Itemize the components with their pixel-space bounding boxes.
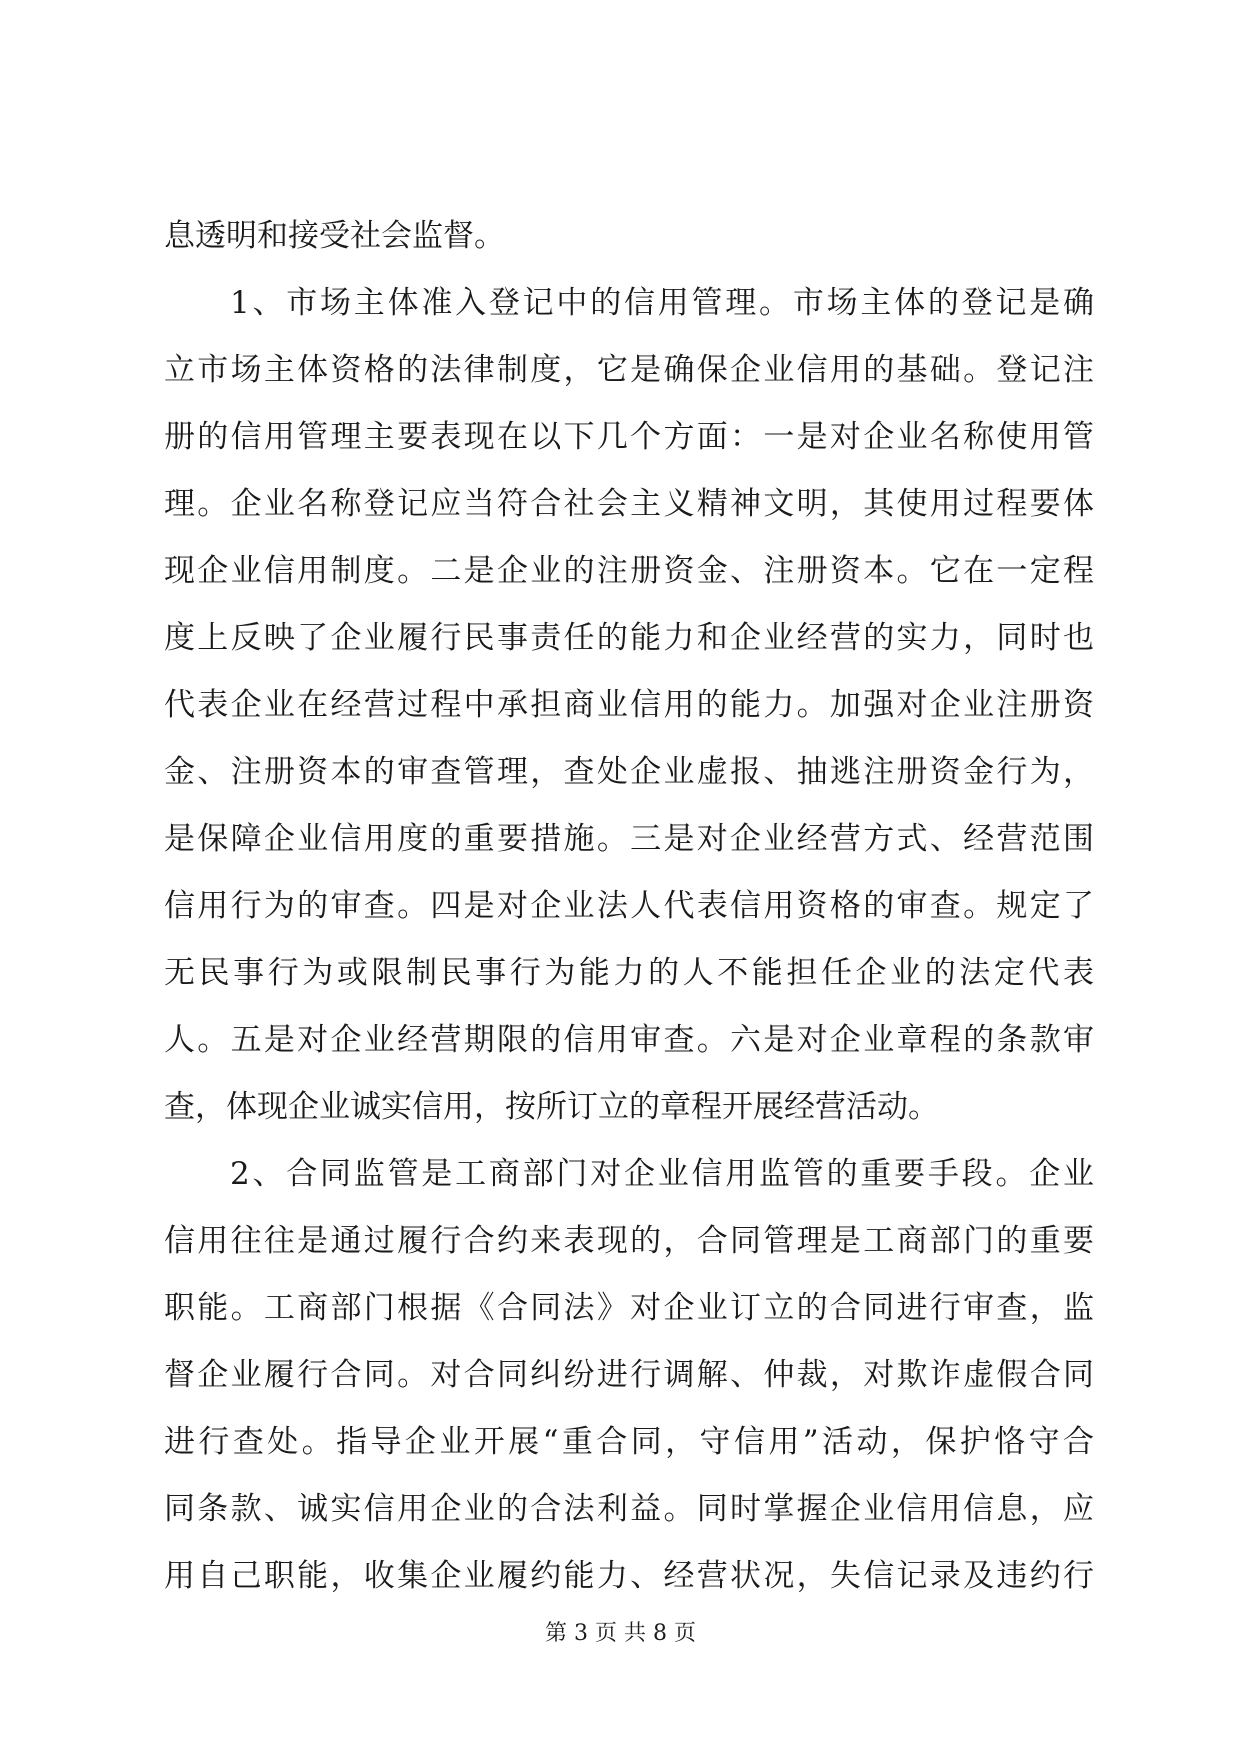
text-line: 立市场主体资格的法律制度，它是确保企业信用的基础。登记注 xyxy=(164,352,1094,388)
text-line: 现企业信用制度。二是企业的注册资金、注册资本。它在一定程 xyxy=(164,553,1094,589)
text-line: 人。五是对企业经营期限的信用审查。六是对企业章程的条款审 xyxy=(164,1022,1094,1058)
paragraph-1-line: 1、市场主体准入登记中的信用管理。市场主体的登记是确 xyxy=(230,285,1094,321)
text-line: 职能。工商部门根据《合同法》对企业订立的合同进行审查，监 xyxy=(164,1290,1094,1326)
text-line: 督企业履行合同。对合同纠纷进行调解、仲裁，对欺诈虚假合同 xyxy=(164,1357,1094,1393)
text-line: 理。企业名称登记应当符合社会主义精神文明，其使用过程要体 xyxy=(164,486,1094,522)
text-line: 同条款、诚实信用企业的合法利益。同时掌握企业信用信息，应 xyxy=(164,1491,1094,1527)
text-line: 息透明和接受社会监督。 xyxy=(164,218,505,254)
text-line: 代表企业在经营过程中承担商业信用的能力。加强对企业注册资 xyxy=(164,687,1094,723)
text-line: 进行查处。指导企业开展“重合同，守信用”活动，保护恪守合 xyxy=(164,1424,1094,1460)
text-line: 金、注册资本的审查管理，查处企业虚报、抽逃注册资金行为， xyxy=(164,754,1094,790)
text-line: 信用行为的审查。四是对企业法人代表信用资格的审查。规定了 xyxy=(164,888,1094,924)
text-line: 无民事行为或限制民事行为能力的人不能担任企业的法定代表 xyxy=(164,955,1094,991)
text-line: 信用往往是通过履行合约来表现的，合同管理是工商部门的重要 xyxy=(164,1223,1094,1259)
text-line: 是保障企业信用度的重要措施。三是对企业经营方式、经营范围 xyxy=(164,821,1094,857)
text-line: 查，体现企业诚实信用，按所订立的章程开展经营活动。 xyxy=(164,1089,939,1125)
text-line: 用自己职能，收集企业履约能力、经营状况，失信记录及违约行 xyxy=(164,1558,1094,1594)
page-footer: 第 3 页 共 8 页 xyxy=(545,1621,696,1646)
paragraph-2-line: 2、合同监管是工商部门对企业信用监管的重要手段。企业 xyxy=(230,1156,1094,1192)
text-line: 册的信用管理主要表现在以下几个方面：一是对企业名称使用管 xyxy=(164,419,1094,455)
text-line: 度上反映了企业履行民事责任的能力和企业经营的实力，同时也 xyxy=(164,620,1094,656)
